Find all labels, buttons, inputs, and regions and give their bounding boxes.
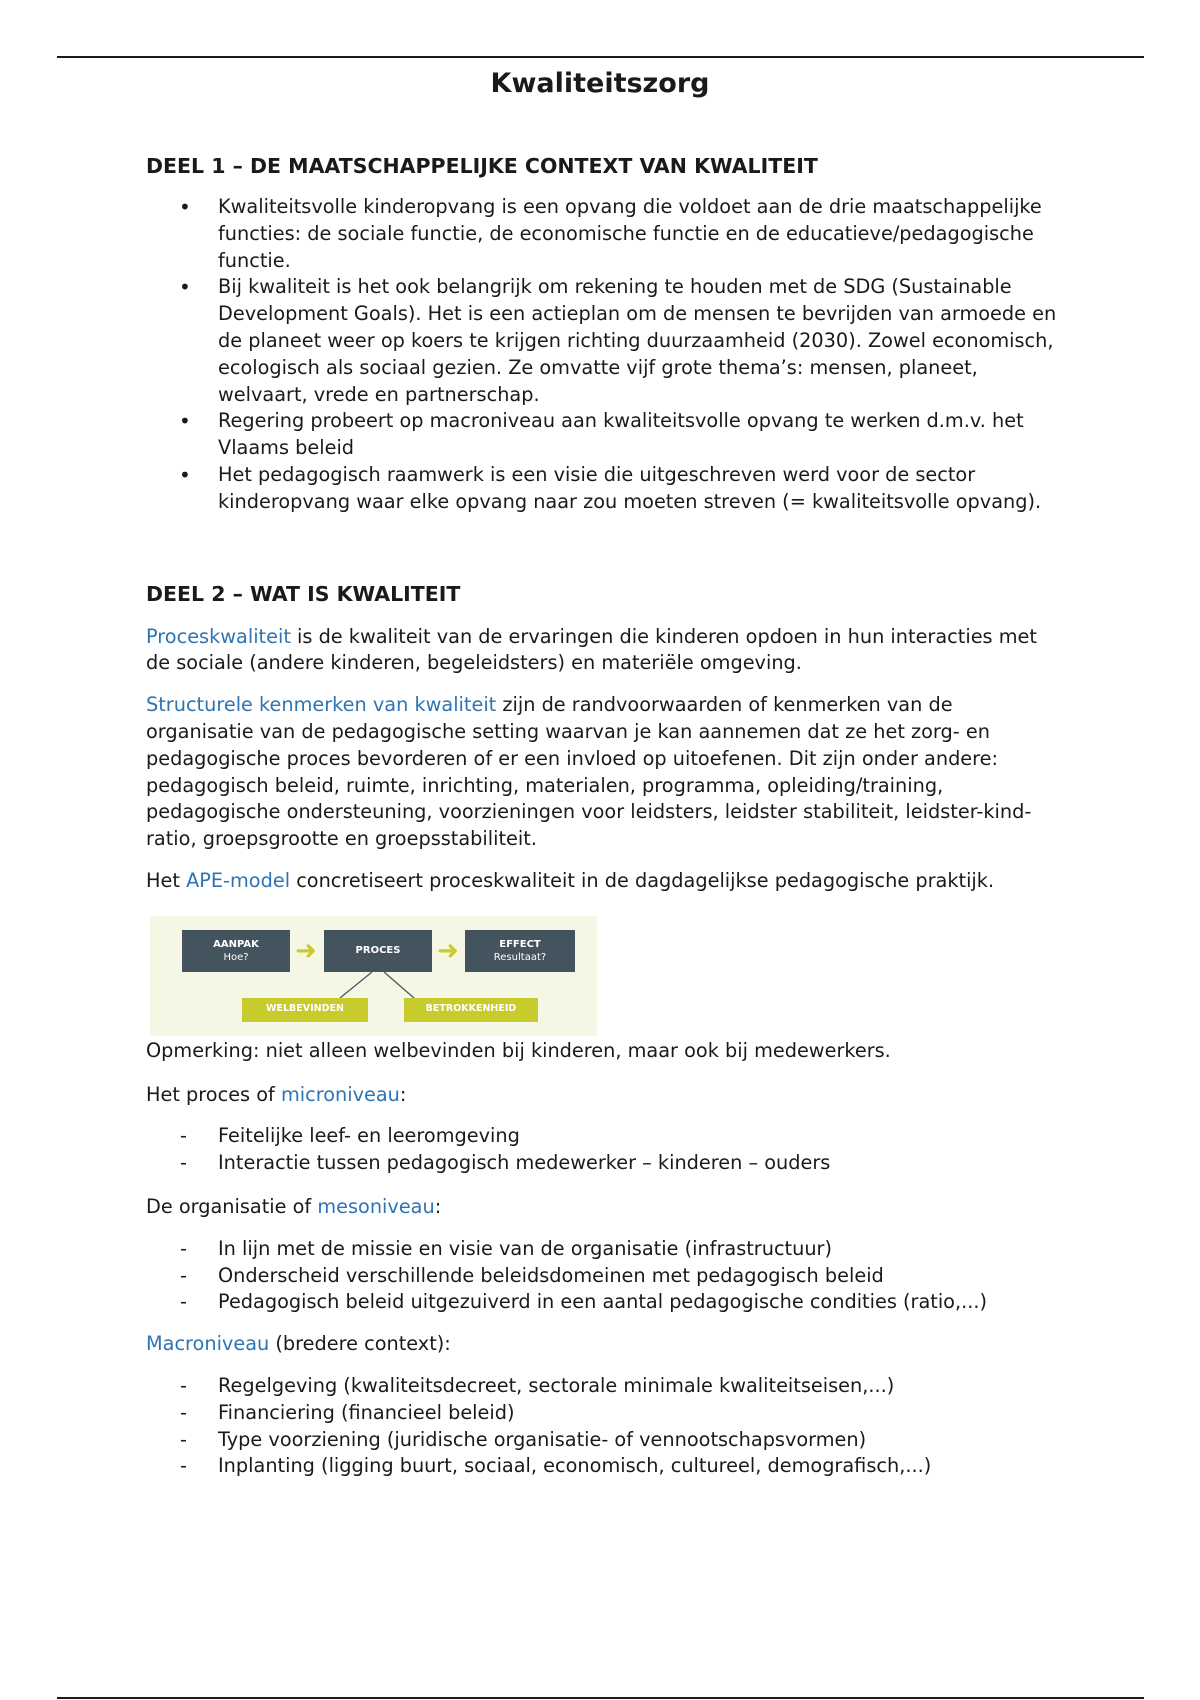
- page-title: Kwaliteitszorg: [490, 68, 710, 99]
- ape-model-text: concretiseert proceskwaliteit in de dagdagelijkse pedagogische praktijk.: [290, 868, 995, 892]
- microniveau-intro: [146, 1082, 1066, 1109]
- meso-after-text: :: [434, 1194, 442, 1218]
- top-rule: [57, 56, 1144, 58]
- ape-model-term: APE-model: [186, 868, 291, 892]
- aanpak-question: Hoe?: [223, 951, 249, 963]
- bullet-item: • Bij kwaliteit is het ook belangrijk om rekening te houden met de SDG (Sustainable Development Goals). Het is een actieplan om de mensen te bevrijden van armoede en de planeet weer op koers te krijgen richting duurzaamheid (2030). Zowel economisch, ecologisch als sociaal gezien. Ze omvatte vijf grote thema’s: mensen, planeet, welvaart, vrede en partnerschap.: [146, 274, 1066, 408]
- micro-before-text: Het proces of: [146, 1082, 281, 1106]
- proceskwaliteit-paragraph: [146, 624, 1066, 678]
- deel1-heading: DEEL 1 – DE MAATSCHAPPELIJKE CONTEXT VAN KWALITEIT: [146, 154, 818, 178]
- structurele-kenmerken-paragraph: [146, 692, 1066, 853]
- mesoniveau-intro: [146, 1194, 1066, 1221]
- structurele-kenmerken-text: zijn de randvoorwaarden of kenmerken van de organisatie van de pedagogische setting waarvan je kan aannemen dat ze het zorg- en pedagogische proces bevorderen of er een invloed op uitoefenen. Dit zijn onder andere: pedagogisch beleid, ruimte, inrichting, materialen, programma, opleiding/training, pedagogische ondersteuning, voorzieningen voor leidsters, leidster stabiliteit, leidster-kind-ratio, groepsgrootte en groepsstabiliteit.: [146, 693, 1032, 851]
- list-item: - Financiering (financieel beleid): [146, 1400, 1066, 1427]
- list-item: - Regelgeving (kwaliteitsdecreet, sectorale minimale kwaliteitseisen,...): [146, 1373, 1066, 1400]
- list-item: - Inplanting (ligging buurt, sociaal, economisch, cultureel, demografisch,...): [146, 1453, 1066, 1480]
- opmerking-paragraph: Opmerking: niet alleen welbevinden bij kinderen, maar ook bij medewerkers.: [146, 1038, 891, 1062]
- welbevinden-box: WELBEVINDEN: [242, 998, 368, 1022]
- proces-label: PROCES: [355, 945, 401, 957]
- list-item: - Interactie tussen pedagogisch medewerker – kinderen – ouders: [146, 1150, 1066, 1177]
- proceskwaliteit-text: is de kwaliteit van de ervaringen die kinderen opdoen in hun interacties met de sociale (andere kinderen, begeleidsters) en materiële omgeving.: [146, 624, 1037, 675]
- arrow-right-icon: ➜: [437, 935, 459, 966]
- bullet-item: • Regering probeert op macroniveau aan kwaliteitsvolle opvang te werken d.m.v. het Vlaams beleid: [146, 408, 1066, 462]
- meso-before-text: De organisatie of: [146, 1194, 318, 1218]
- list-item: - Pedagogisch beleid uitgezuiverd in een aantal pedagogische condities (ratio,...): [146, 1289, 1066, 1316]
- bullet-item: • Kwaliteitsvolle kinderopvang is een opvang die voldoet aan de drie maatschappelijke functies: de sociale functie, de economische functie en de educatieve/pedagogische functie.: [146, 194, 1066, 274]
- microniveau-list: [146, 1123, 1066, 1177]
- document-body: [146, 152, 1066, 1480]
- macroniveau-term: Macroniveau: [146, 1332, 270, 1356]
- deel1-bullet-list: [146, 194, 1066, 516]
- deel2-heading: DEEL 2 – WAT IS KWALITEIT: [146, 581, 461, 606]
- aanpak-label: AANPAK: [213, 938, 259, 950]
- macroniveau-intro: [146, 1331, 1066, 1358]
- betrokkenheid-box: BETROKKENHEID: [404, 998, 538, 1022]
- ape-model-paragraph: [146, 868, 1066, 895]
- list-item: - In lijn met de missie en visie van de organisatie (infrastructuur): [146, 1236, 1066, 1263]
- bullet-item: • Het pedagogisch raamwerk is een visie die uitgeschreven werd voor de sector kinderopvang waar elke opvang naar zou moeten streven (= kwaliteitsvolle opvang).: [146, 462, 1066, 516]
- mesoniveau-term: mesoniveau: [317, 1194, 435, 1218]
- list-item: - Feitelijke leef- en leeromgeving: [146, 1123, 1066, 1150]
- arrow-right-icon: ➜: [295, 935, 317, 966]
- effect-question: Resultaat?: [493, 951, 547, 963]
- proceskwaliteit-term: Proceskwaliteit: [146, 624, 291, 648]
- structurele-kenmerken-term: Structurele kenmerken van kwaliteit: [146, 693, 497, 717]
- micro-after-text: :: [399, 1082, 407, 1106]
- bottom-rule: [57, 1697, 1144, 1699]
- effect-label: EFFECT: [499, 938, 541, 950]
- ape-model-diagram: [150, 916, 597, 1036]
- list-item: - Type voorziening (juridische organisatie- of vennootschapsvormen): [146, 1427, 1066, 1454]
- microniveau-term: microniveau: [280, 1082, 400, 1106]
- macroniveau-list: [146, 1373, 1066, 1480]
- ape-before-text: Het: [146, 868, 187, 892]
- mesoniveau-list: [146, 1236, 1066, 1316]
- macro-after-text: (bredere context):: [269, 1332, 451, 1356]
- list-item: - Onderscheid verschillende beleidsdomeinen met pedagogisch beleid: [146, 1263, 1066, 1290]
